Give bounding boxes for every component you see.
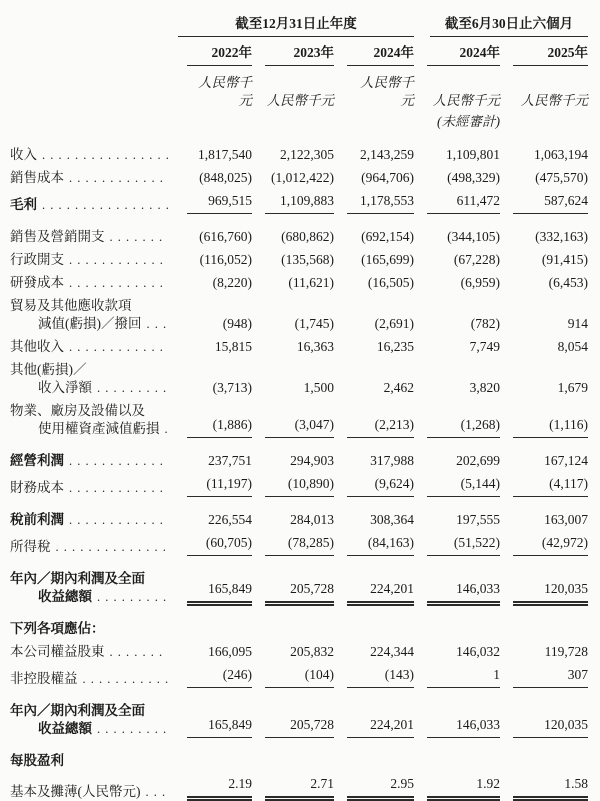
cell-rd-costs: (11,621)	[288, 275, 334, 290]
cell-administrative-expenses: (165,699)	[361, 252, 414, 267]
row-label	[10, 570, 174, 606]
cell-gross-profit: 1,178,553	[334, 192, 414, 214]
dot-leader	[69, 169, 168, 187]
row-label	[10, 752, 174, 770]
row-label-text: 毛利	[10, 197, 37, 212]
cell-other-income: 16,363	[296, 339, 334, 354]
row-label-text: 收入	[10, 147, 37, 162]
cell-administrative-expenses: (91,415)	[541, 252, 588, 267]
row-label-text: 財務成本	[10, 480, 64, 495]
cell-income-tax: (78,285)	[252, 534, 334, 556]
row-income-tax	[10, 534, 588, 556]
row-gross-profit	[10, 192, 588, 214]
cell-non-controlling-interests: (104)	[252, 666, 334, 688]
cell-impairment-ppe-rou: (1,116)	[500, 416, 588, 438]
row-label-text: 物業、廠房及設備以及	[10, 403, 145, 418]
cell-impairment-ppe-rou: (1,268)	[414, 416, 500, 438]
col-header-2022: 2022年	[174, 44, 252, 66]
dot-leader	[110, 643, 169, 661]
row-label	[10, 538, 174, 556]
row-administrative-expenses	[10, 251, 588, 269]
col-header-2023: 2023年	[252, 44, 334, 66]
row-label	[10, 228, 174, 246]
row-label	[10, 702, 174, 738]
row-basic-diluted-eps	[10, 775, 588, 801]
cell-equity-shareholders: 146,032	[456, 644, 500, 659]
cell-cost-of-sales: (848,025)	[199, 170, 252, 185]
row-label	[10, 620, 174, 638]
cell-rd-costs: (8,220)	[212, 275, 252, 290]
cell-gross-profit: 1,109,883	[252, 192, 334, 214]
cell-cost-of-sales: (498,329)	[447, 170, 500, 185]
cell-impairment-ppe-rou: (3,047)	[252, 416, 334, 438]
row-label-text: 研發成本	[10, 275, 64, 290]
cell-gross-profit: 611,472	[414, 192, 500, 214]
dot-leader	[69, 511, 168, 529]
cell-finance-costs: (4,117)	[500, 475, 588, 497]
cell-other-net-income: 1,500	[303, 380, 334, 395]
row-label-text: 每股盈利	[10, 753, 64, 768]
cell-rd-costs: (16,505)	[367, 275, 414, 290]
unaudited-note: (未經審計)	[437, 114, 500, 129]
cell-operating-profit: 167,124	[544, 453, 588, 468]
row-label	[10, 670, 174, 688]
row-label	[10, 297, 174, 333]
cell-other-net-income: 1,679	[557, 380, 588, 395]
row-label	[10, 196, 174, 214]
dot-leader	[69, 479, 168, 497]
header-note-row	[10, 113, 588, 131]
row-total-comprehensive-income-2	[10, 702, 588, 738]
dot-leader	[42, 146, 168, 164]
cell-equity-shareholders: 166,095	[208, 644, 252, 659]
cell-equity-shareholders: 119,728	[544, 644, 588, 659]
cell-non-controlling-interests: 307	[500, 666, 588, 688]
cell-total-comprehensive-income-2: 120,035	[500, 716, 588, 738]
cell-basic-diluted-eps: 2.95	[334, 775, 414, 801]
cell-basic-diluted-eps: 2.71	[252, 775, 334, 801]
row-profit-before-tax	[10, 511, 588, 529]
cell-total-comprehensive-income-2: 165,849	[174, 716, 252, 738]
cell-total-comprehensive-income: 205,728	[252, 580, 334, 606]
cell-profit-before-tax: 197,555	[456, 512, 500, 527]
row-label-text: 銷售成本	[10, 170, 64, 185]
row-label-text: 使用權資產減值虧損	[38, 421, 160, 436]
unit-label: 人民幣千元	[266, 93, 334, 108]
cell-operating-profit: 294,903	[290, 453, 334, 468]
row-label-text: 年內／期內利潤及全面	[10, 703, 145, 718]
dot-leader	[69, 338, 168, 356]
row-label	[10, 452, 174, 470]
cell-profit-before-tax: 163,007	[544, 512, 588, 527]
cell-revenue: 1,817,540	[198, 147, 252, 162]
cell-other-income: 15,815	[214, 339, 252, 354]
dot-leader	[69, 452, 168, 470]
cell-non-controlling-interests: (143)	[334, 666, 414, 688]
cell-revenue: 1,063,194	[534, 147, 588, 162]
cell-profit-before-tax: 284,013	[290, 512, 334, 527]
dot-leader	[97, 379, 168, 397]
cell-equity-shareholders: 205,832	[290, 644, 334, 659]
cell-income-tax: (84,163)	[334, 534, 414, 556]
row-label-text: 減值(虧損)／撥回	[38, 316, 142, 331]
col-group-interim	[414, 12, 588, 37]
cell-total-comprehensive-income: 165,849	[174, 580, 252, 606]
row-label	[10, 338, 174, 356]
cell-non-controlling-interests: (246)	[174, 666, 252, 688]
row-label	[10, 479, 174, 497]
cell-administrative-expenses: (67,228)	[453, 252, 500, 267]
row-label-text: 貿易及其他應收款項	[10, 298, 132, 313]
row-label	[10, 643, 174, 661]
cell-other-income: 16,235	[376, 339, 414, 354]
row-label-text: 銷售及營銷開支	[10, 229, 105, 244]
header-group-row	[10, 12, 588, 37]
cell-basic-diluted-eps: 1.92	[414, 775, 500, 801]
row-non-controlling-interests	[10, 666, 588, 688]
cell-other-net-income: 2,462	[383, 380, 414, 395]
row-rd-costs	[10, 274, 588, 292]
row-label	[10, 169, 174, 187]
cell-profit-before-tax: 308,364	[370, 512, 414, 527]
row-other-income	[10, 338, 588, 356]
cell-other-income: 8,054	[557, 339, 588, 354]
cell-gross-profit: 969,515	[174, 192, 252, 214]
row-label-text: 下列各項應佔：	[10, 621, 105, 636]
row-label	[10, 274, 174, 292]
row-label-text: 本公司權益股東	[10, 644, 105, 659]
row-label	[10, 146, 174, 164]
cell-equity-shareholders: 224,344	[370, 644, 414, 659]
cell-cost-of-sales: (475,570)	[535, 170, 588, 185]
cell-total-comprehensive-income-2: 146,033	[414, 716, 500, 738]
cell-revenue: 1,109,801	[446, 147, 500, 162]
row-label	[10, 251, 174, 269]
row-label-text: 收益總額	[38, 721, 92, 736]
unit-label: 人民幣千元	[432, 93, 500, 108]
cell-administrative-expenses: (135,568)	[281, 252, 334, 267]
cell-cost-of-sales: (1,012,422)	[271, 170, 334, 185]
cell-selling-marketing-expenses: (680,862)	[281, 229, 334, 244]
cell-impairment-trade-receivables: (782)	[470, 316, 500, 331]
cell-total-comprehensive-income: 146,033	[414, 580, 500, 606]
row-label-text: 稅前利潤	[10, 512, 64, 527]
cell-finance-costs: (9,624)	[334, 475, 414, 497]
row-label	[10, 783, 174, 801]
cell-income-tax: (60,705)	[174, 534, 252, 556]
cell-cost-of-sales: (964,706)	[361, 170, 414, 185]
unit-label: 人民幣千元	[198, 75, 252, 108]
dot-leader	[69, 274, 168, 292]
cell-selling-marketing-expenses: (692,154)	[361, 229, 414, 244]
cell-total-comprehensive-income: 120,035	[500, 580, 588, 606]
row-label-text: 收入淨額	[38, 380, 92, 395]
row-label-text: 經營利潤	[10, 453, 64, 468]
row-label-text: 非控股權益	[10, 671, 78, 686]
cell-profit-before-tax: 226,554	[208, 512, 252, 527]
col-group-interim-label: 截至6月30日止六個月	[430, 12, 588, 37]
cell-basic-diluted-eps: 1.58	[500, 775, 588, 801]
cell-impairment-trade-receivables: (2,691)	[374, 316, 414, 331]
cell-operating-profit: 237,751	[208, 453, 252, 468]
cell-rd-costs: (6,453)	[548, 275, 588, 290]
cell-other-net-income: 3,820	[469, 380, 500, 395]
dot-leader	[69, 251, 168, 269]
dot-leader	[146, 783, 169, 801]
row-label-text: 行政開支	[10, 252, 64, 267]
cell-administrative-expenses: (116,052)	[199, 252, 252, 267]
cell-impairment-trade-receivables: (1,745)	[294, 316, 334, 331]
cell-finance-costs: (5,144)	[414, 475, 500, 497]
dot-leader	[97, 588, 168, 606]
row-label	[10, 361, 174, 397]
cell-impairment-ppe-rou: (1,886)	[174, 416, 252, 438]
row-label	[10, 511, 174, 529]
dot-leader	[110, 228, 169, 246]
row-selling-marketing-expenses	[10, 228, 588, 246]
col-header-2025-interim: 2025年	[500, 44, 588, 66]
cell-impairment-ppe-rou: (2,213)	[334, 416, 414, 438]
row-cost-of-sales	[10, 169, 588, 187]
row-impairment-trade-receivables	[10, 297, 588, 333]
cell-other-net-income: (3,713)	[212, 380, 252, 395]
dot-leader	[42, 196, 168, 214]
row-finance-costs	[10, 475, 588, 497]
col-header-2024: 2024年	[334, 44, 414, 66]
row-eps-heading	[10, 752, 588, 770]
cell-total-comprehensive-income-2: 224,201	[334, 716, 414, 738]
unit-label: 人民幣千元	[360, 75, 414, 108]
cell-selling-marketing-expenses: (344,105)	[447, 229, 500, 244]
col-header-2024-interim: 2024年	[414, 44, 500, 66]
cell-selling-marketing-expenses: (616,760)	[199, 229, 252, 244]
col-group-annual	[174, 12, 414, 37]
cell-gross-profit: 587,624	[500, 192, 588, 214]
table-body	[10, 146, 588, 801]
cell-operating-profit: 317,988	[370, 453, 414, 468]
dot-leader	[83, 670, 169, 688]
cell-finance-costs: (11,197)	[174, 475, 252, 497]
cell-revenue: 2,143,259	[360, 147, 414, 162]
cell-rd-costs: (6,959)	[460, 275, 500, 290]
row-label-text: 其他收入	[10, 339, 64, 354]
row-operating-profit	[10, 452, 588, 470]
row-other-net-income	[10, 361, 588, 397]
cell-income-tax: (51,522)	[414, 534, 500, 556]
row-label-text: 年內／期內利潤及全面	[10, 571, 145, 586]
row-attributable-to	[10, 620, 588, 638]
cell-finance-costs: (10,890)	[252, 475, 334, 497]
row-impairment-ppe-rou	[10, 402, 588, 438]
cell-total-comprehensive-income: 224,201	[334, 580, 414, 606]
row-label	[10, 402, 174, 438]
row-equity-shareholders	[10, 643, 588, 661]
row-total-comprehensive-income	[10, 570, 588, 606]
row-revenue	[10, 146, 588, 164]
dot-leader	[147, 315, 169, 333]
unit-label: 人民幣千元	[520, 93, 588, 108]
cell-other-income: 7,749	[469, 339, 500, 354]
cell-non-controlling-interests: 1	[414, 666, 500, 688]
dot-leader	[165, 420, 169, 438]
dot-leader	[56, 538, 169, 556]
cell-total-comprehensive-income-2: 205,728	[252, 716, 334, 738]
cell-revenue: 2,122,305	[280, 147, 334, 162]
row-label-text: 所得稅	[10, 539, 51, 554]
col-group-annual-label: 截至12月31日止年度	[178, 12, 414, 37]
row-label-text: 收益總額	[38, 589, 92, 604]
dot-leader	[97, 720, 168, 738]
cell-basic-diluted-eps: 2.19	[174, 775, 252, 801]
cell-impairment-trade-receivables: (948)	[222, 316, 252, 331]
cell-operating-profit: 202,699	[456, 453, 500, 468]
row-label-text: 基本及攤薄(人民幣元)	[10, 784, 141, 799]
row-label-text: 其他(虧損)／	[10, 362, 87, 377]
header-year-row	[10, 44, 588, 66]
cell-impairment-trade-receivables: 914	[567, 316, 588, 331]
cell-income-tax: (42,972)	[500, 534, 588, 556]
cell-selling-marketing-expenses: (332,163)	[535, 229, 588, 244]
header-unit-row	[10, 74, 588, 110]
